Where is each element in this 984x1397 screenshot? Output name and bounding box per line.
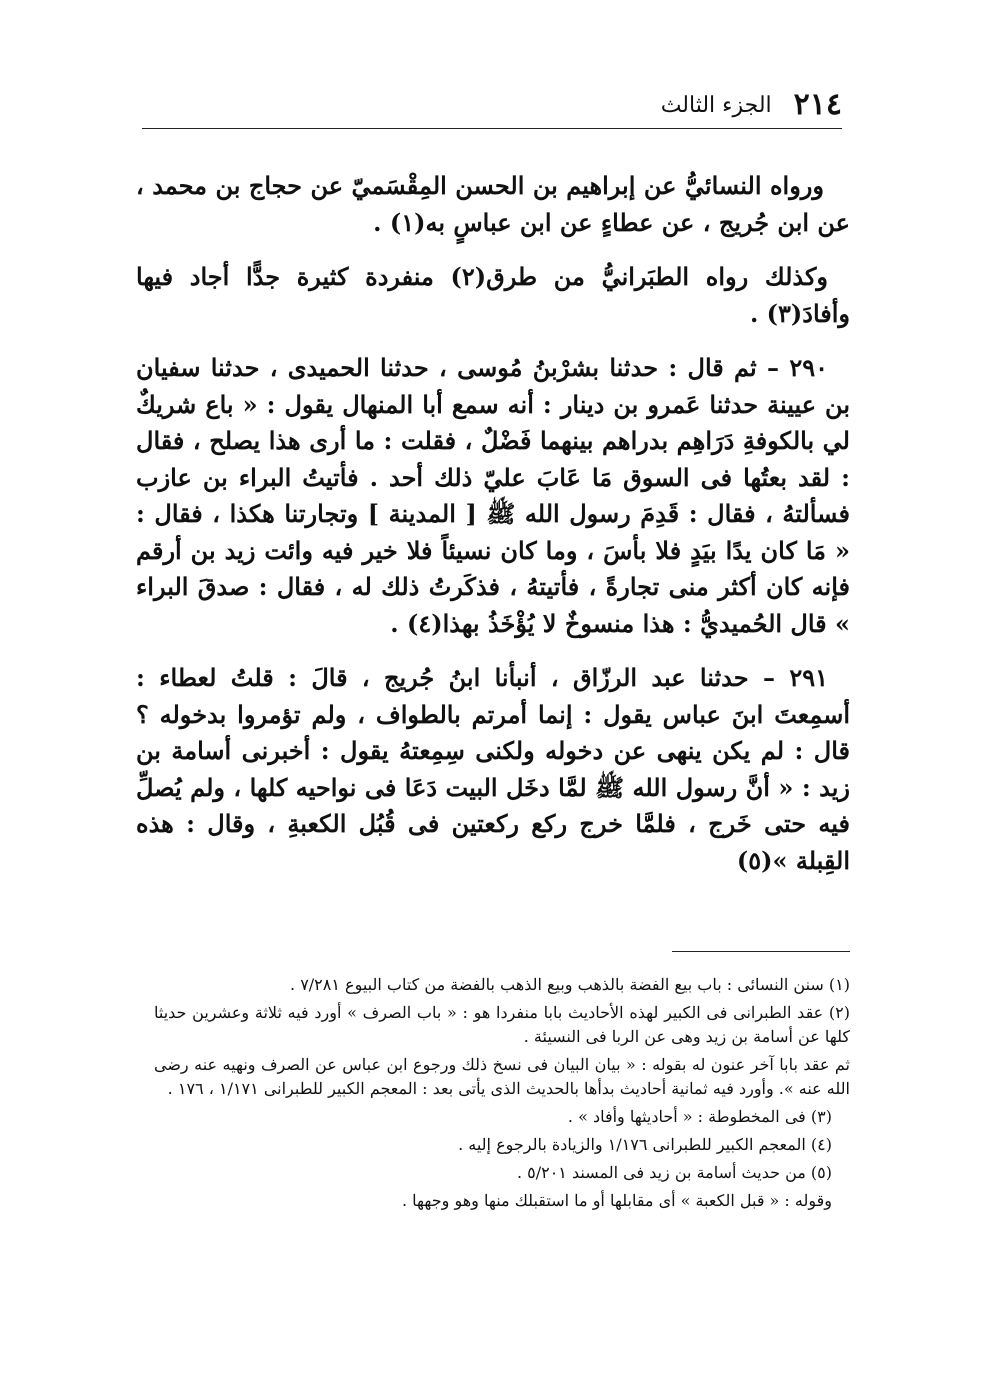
footnote-2-continued: ثم عقد بابا آخر عنون له بقوله : « بيان البيان فى نسخ ذلك ورجوع ابن عباس عن الصرف ونهيه عنه رضى الله عنه ». وأورد فيه ثمانية أحاديث بدأها بالحديث الذى يأتى بعد : المعجم الكبير للطبرانى ١/١٧١ ، ١٧٦ . — [154, 1055, 851, 1098]
paragraph-tabarani: وكذلك رواه الطبَرانيُّ من طرق(٢) منفردة كثيرة جدًّا أجاد فيها وأفادَ(٣) . — [136, 262, 850, 328]
footnotes — [154, 973, 850, 1217]
footnote-5: (٥) من حديث أسامة بن زيد فى المسند ٥/٢٠١ . — [516, 1163, 832, 1182]
part-title: الجزء الثالث — [660, 93, 772, 118]
footnote-2: (٢) عقد الطبرانى فى الكبير لهذه الأحاديث بابا منفردا هو : « باب الصرف » أورد فيه ثلاثة وعشرين حديثا كلها عن أسامة بن زيد وهى عن الربا فى النسيئة . — [154, 1003, 850, 1046]
hadith-291: ٢٩١ – حدثنا عبد الرزّاق ، أنبأنا ابنُ جُريج ، قالَ : قلتُ لعطاء : أسمِعتَ ابنَ عباس يقول : إنما أمرتم بالطواف ، ولم تؤمروا بدخوله ؟ قال : لم يكن ينهى عن دخوله ولكنى سِمِعتهُ يقول : أخبرنى أسامة بن زيد : « أنَّ رسول الله ﷺ لمَّا دخَل البيت دَعَا فى نواحيه كلها ، ولم يُصلِّ فيه حتى خَرج ، فلمَّا خرج ركع ركعتين فى قُبُل الكعبةِ ، وقال : هذه القِبلة »(٥) — [136, 663, 850, 875]
page-header — [142, 78, 842, 129]
footnote-4: (٤) المعجم الكبير للطبرانى ١/١٧٦ والزيادة بالرجوع إليه . — [458, 1135, 832, 1154]
hadith-290: ٢٩٠ – ثم قال : حدثنا بشرْبنُ مُوسى ، حدثنا الحميدى ، حدثنا سفيان بن عيينة حدثنا عَمرو بن دينار : أنه سمع أبا المنهال يقول : « باع شريكٌ لي بالكوفةِ دَرَاهِم بدراهم بينهما فَضْلٌ ، فقلت : ما أرى هذا يصلح ، فقال : لقد بعتُها فى السوق مَا عَابَ عليّ ذلك أحد . فأتيتُ البراء بن عازب فسألتهُ ، فقال : قَدِمَ رسول الله ﷺ [ المدينة ] وتجارتنا هكذا ، فقال : « مَا كان يدًا بيَدٍ فلا بأسَ ، وما كان نسيئاً فلا خير فيه وائت زيد بن أرقم فإنه كان أكثر منى تجارةً ، فأتيتهُ ، فذكَرتُ ذلك له ، فقال : صدقَ البراء » قال الحُميديُّ : هذا منسوخٌ لا يُؤْخَذُ بهذا(٤) . — [136, 353, 850, 638]
paragraph-nasai: ورواه النسائيُّ عن إبراهيم بن الحسن المِقْسَميّ عن حجاج بن محمد ، عن ابن جُريج ، عن عطاءٍ عن ابن عباسٍ به(١) . — [136, 171, 850, 237]
page-number: ٢١٤ — [793, 87, 842, 122]
main-text — [136, 168, 850, 897]
footnote-5-continued: وقوله : « قبل الكعبة » أى مقابلها أو ما استقبلك منها وهو وجهها . — [401, 1191, 832, 1210]
footnote-1: (١) سنن النسائى : باب بيع الفضة بالذهب وبيع الذهب بالفضة من كتاب البيوع ٧/٢٨١ . — [290, 975, 850, 994]
footnote-divider — [672, 951, 850, 952]
footnote-3: (٣) فى المخطوطة : « أحاديثها وأفاد » . — [567, 1107, 832, 1126]
